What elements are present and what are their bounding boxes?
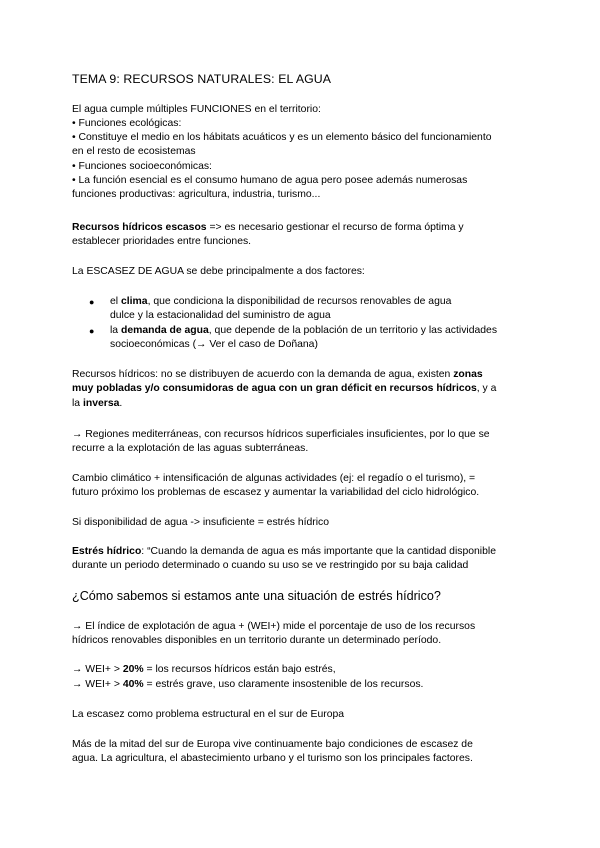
- intro-line: funciones productivas: agricultura, industria, turismo...: [72, 189, 321, 200]
- wei-line: hídricos renovables disponibles en un territorio durante un determinado período.: [72, 635, 442, 646]
- stress-definition-cont: durante un periodo determinado o cuando su uso se ve restringido por su baja calidad: [72, 560, 469, 571]
- distribution-line: Recursos hídricos: no se distribuyen de acuerdo con la demanda de agua, existen zonas: [72, 369, 483, 380]
- intro-line: • La función esencial es el consumo humano de agua pero posee además numerosas: [72, 175, 468, 186]
- stress-definition: Estrés hídrico: “Cuando la demanda de agua es más importante que la cantidad disponible: [72, 546, 496, 557]
- wei-threshold-40: → WEI+ > 40% = estrés grave, uso claramente insostenible de los recursos.: [72, 679, 424, 690]
- europe-line: Más de la mitad del sur de Europa vive continuamente bajo condiciones de escasez de: [72, 739, 473, 750]
- page-title: TEMA 9: RECURSOS NATURALES: EL AGUA: [72, 72, 332, 86]
- stress-term: Estrés hídrico: [72, 546, 142, 557]
- factor-demand-cont: socioeconómicas (→ Ver el caso de Doñana): [110, 339, 318, 350]
- climate-line: futuro próximo los problemas de escasez y aumentar la variabilidad del ciclo hidrológico.: [72, 487, 480, 498]
- bullet-icon: ●: [89, 297, 95, 307]
- availability-line: Si disponibilidad de agua -> insuficiente = estrés hídrico: [72, 517, 330, 528]
- bullet-icon: ●: [89, 326, 95, 336]
- factor-climate-cont: dulce y la estacionalidad del suministro de agua: [110, 310, 331, 321]
- scarce-resources-term: Recursos hídricos escasos: [72, 222, 207, 233]
- intro-line: en el resto de ecosistemas: [72, 146, 196, 157]
- europe-heading: La escasez como problema estructural en el sur de Europa: [72, 709, 345, 720]
- intro-line: • Funciones ecológicas:: [72, 118, 182, 129]
- factor-climate: el clima, que condiciona la disponibilidad de recursos renovables de agua: [110, 296, 452, 307]
- intro-line: El agua cumple múltiples FUNCIONES en el territorio:: [72, 104, 321, 115]
- stress-question-heading: ¿Cómo sabemos si estamos ante una situación de estrés hídrico?: [72, 589, 441, 603]
- europe-line: agua. La agricultura, el abastecimiento urbano y el turismo son los principales factores.: [72, 753, 473, 764]
- regions-line: → Regiones mediterráneas, con recursos hídricos superficiales insuficientes, por lo que se: [72, 429, 490, 440]
- scarce-resources-line: establecer prioridades entre funciones.: [72, 236, 252, 247]
- distribution-line: la inversa.: [72, 398, 123, 409]
- intro-line: • Funciones socioeconómicas:: [72, 161, 212, 172]
- wei-line: → El índice de explotación de agua + (WEI+) mide el porcentaje de uso de los recursos: [72, 621, 476, 632]
- intro-line: • Constituye el medio en los hábitats acuáticos y es un elemento básico del funcionamiento: [72, 132, 492, 143]
- factor-demand: la demanda de agua, que depende de la población de un territorio y las actividades: [110, 325, 498, 336]
- wei-threshold-20: → WEI+ > 20% = los recursos hídricos están bajo estrés,: [72, 664, 336, 675]
- scarcity-intro: La ESCASEZ DE AGUA se debe principalmente a dos factores:: [72, 266, 365, 277]
- regions-line: recurre a la explotación de las aguas subterráneas.: [72, 443, 309, 454]
- distribution-line: muy pobladas y/o consumidoras de agua con un gran déficit en recursos hídricos, y a: [72, 383, 497, 394]
- climate-line: Cambio climático + intensificación de algunas actividades (ej: el regadío o el turismo), =: [72, 473, 476, 484]
- scarce-resources-line: Recursos hídricos escasos => es necesario gestionar el recurso de forma óptima y: [72, 222, 464, 233]
